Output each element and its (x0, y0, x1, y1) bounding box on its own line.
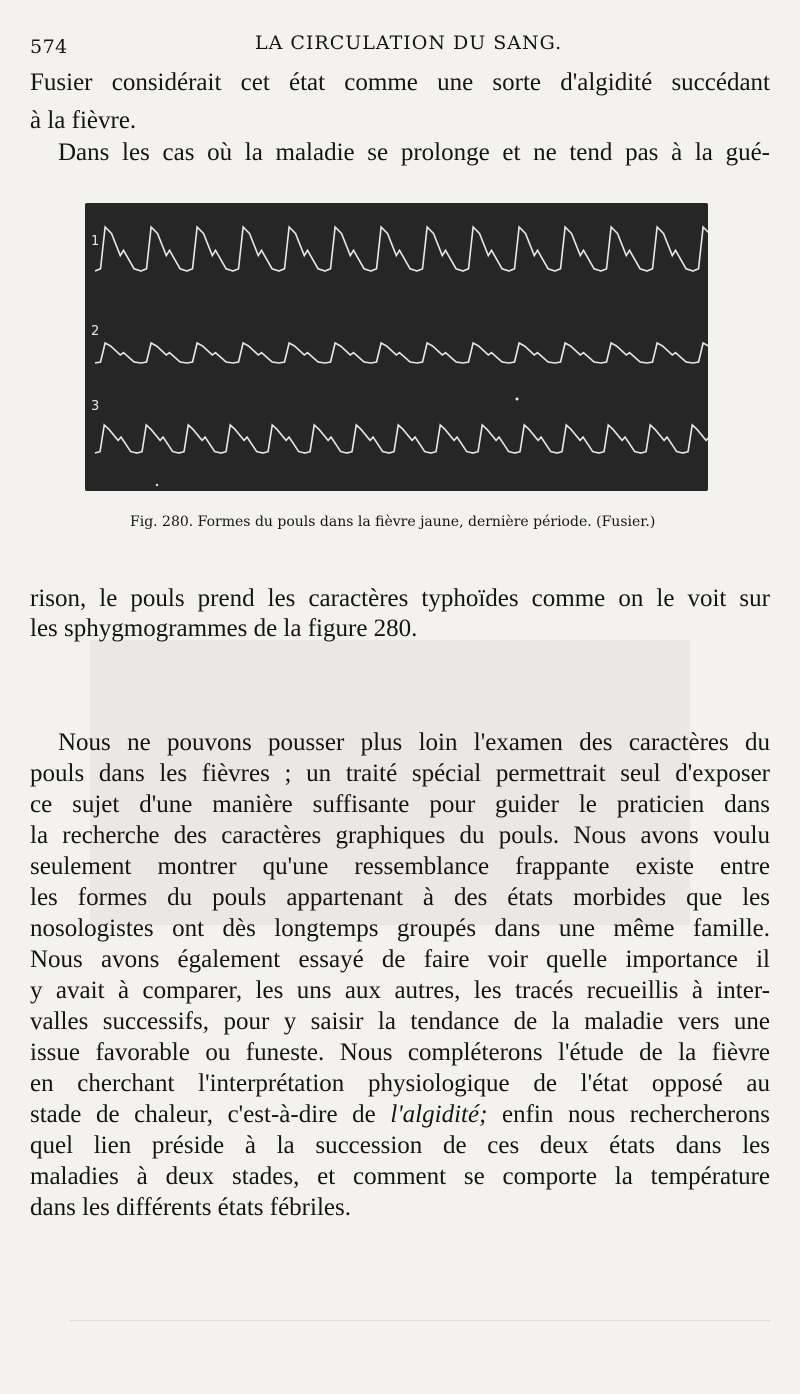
text-line: la recherche des caractères graphiques du pouls. Nous avons voulu (30, 822, 770, 849)
text-line-emphasis (30, 1100, 770, 1130)
text-line: seulement montrer qu'une ressemblance frappante existe entre (30, 853, 770, 880)
text-line: les formes du pouls appartenant à des états morbides que les (30, 884, 770, 911)
text-line: les sphygmogrammes de la figure 280. (30, 615, 418, 642)
pulse-trace-3 (95, 425, 708, 453)
text-line: en cherchant l'interprétation physiologique de l'état opposé au (30, 1070, 770, 1097)
text-line: à la fièvre. (30, 107, 137, 134)
trace-label-1: 1 (91, 234, 100, 249)
text-line: quel lien préside à la succession de ces deux états dans les (30, 1132, 770, 1159)
text-line: valles successifs, pour y saisir la tendance de la maladie vers une (30, 1008, 770, 1035)
text-line: pouls dans les fièvres ; un traité spécial permettrait seul d'exposer (30, 760, 770, 787)
page-header (30, 30, 740, 60)
text-line: dans les différents états fébriles. (30, 1194, 351, 1221)
emphasized-term: l'algidité; (390, 1101, 488, 1128)
text-line: nosologistes ont dès longtemps groupés dans une même famille. (30, 915, 770, 942)
text-run: stade de chaleur, c'est-à-dire de (30, 1101, 391, 1128)
text-line: Dans les cas où la maladie se prolonge et ne tend pas à la gué- (58, 139, 770, 166)
text-line: Nous avons également essayé de faire voir quelle importance il (30, 946, 770, 973)
text-line: issue favorable ou funeste. Nous compléterons l'étude de la fièvre (30, 1039, 770, 1066)
trace-label-2: 2 (91, 324, 100, 339)
running-title: LA CIRCULATION DU SANG. (255, 32, 563, 54)
sphygmogram-traces (85, 203, 708, 491)
pulse-trace-2 (95, 343, 708, 363)
trace-label-3: 3 (91, 399, 100, 414)
text-line: ce sujet d'une manière suffisante pour guider le praticien dans (30, 791, 770, 818)
text-run: enfin nous rechercherons (487, 1101, 770, 1128)
page-number: 574 (30, 36, 68, 58)
text-line: Nous ne pouvons pousser plus loin l'examen des caractères du (58, 729, 770, 756)
text-line: y avait à comparer, les uns aux autres, les tracés recueillis à inter- (30, 977, 770, 1004)
text-line: Fusier considérait cet état comme une sorte d'algidité succédant (30, 69, 770, 96)
pulse-trace-1 (95, 227, 708, 271)
figure-caption: Fig. 280. Formes du pouls dans la fièvre jaune, dernière période. (Fusier.) (130, 514, 656, 530)
sphygmogram-figure (85, 203, 708, 491)
bleed-through-footnote-area (70, 1320, 770, 1369)
speck (516, 398, 519, 401)
text-line: rison, le pouls prend les caractères typhoïdes comme on le voit sur (30, 585, 770, 612)
speck (156, 484, 158, 486)
text-line: maladies à deux stades, et comment se comporte la température (30, 1163, 770, 1190)
